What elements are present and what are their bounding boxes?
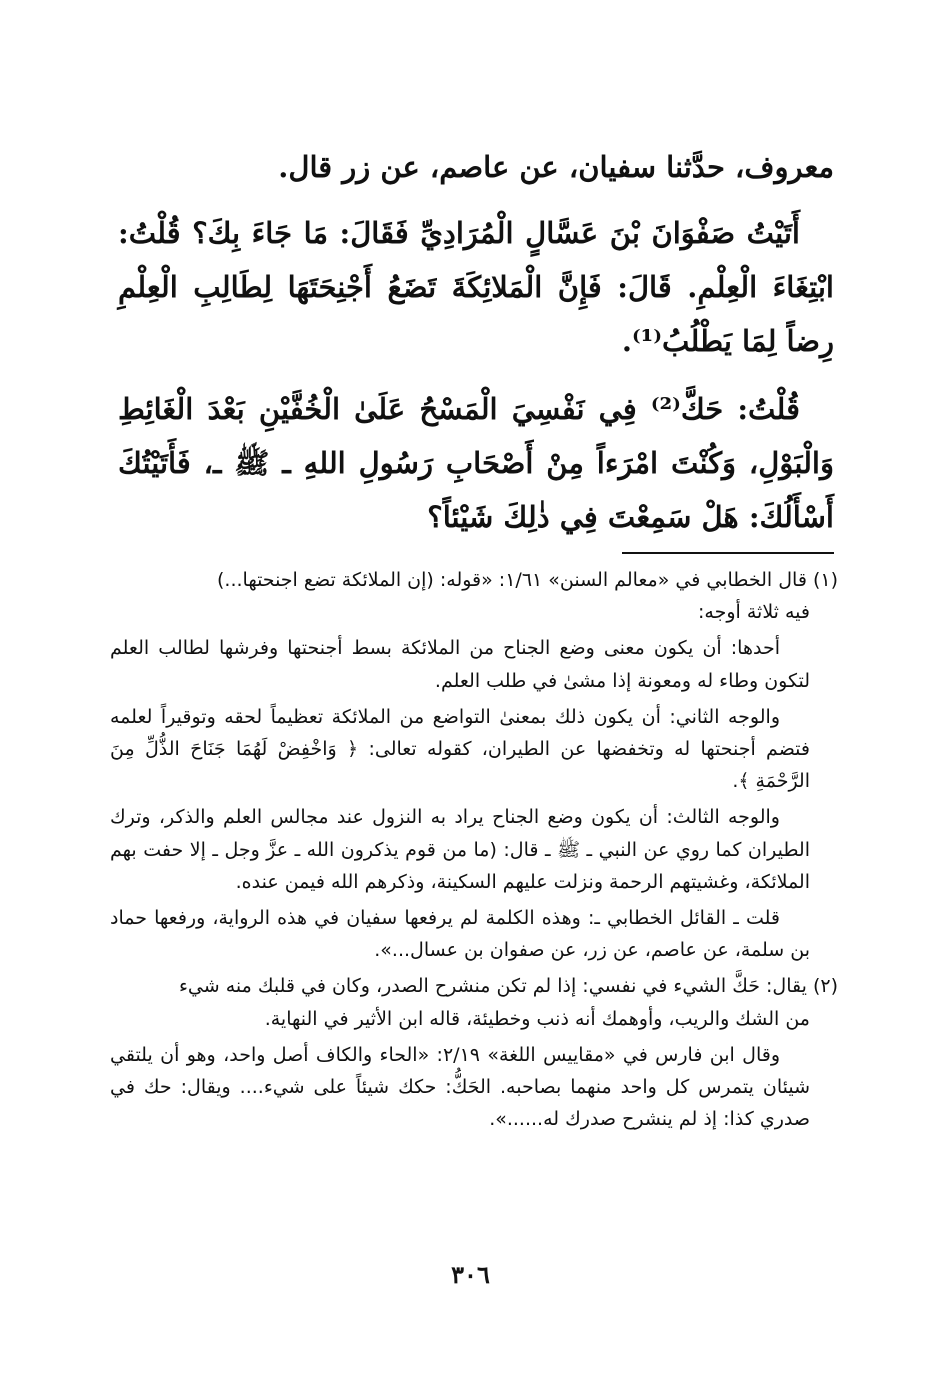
main-text xyxy=(118,140,834,544)
footnote-1-first: أحدها: أن يكون معنى وضع الجناح من الملائكة بسط أجنحتها وفرشها لطالب العلم لتكون وطاء له ومعونة إذا مشىٰ في طلب العلم. xyxy=(110,637,810,692)
footnote-2-second: وقال ابن فارس في «مقاييس اللغة» ٢/١٩: «الحاء والكاف أصل واحد، وهو أن يلتقي شيئان يتمرس كل واحد منهما بصاحبه. الحَكُّ: حكك شيئاً على شيء.... ويقال: حك في صدري كذا: إذ لم ينشرح صدرك له......». xyxy=(110,1043,810,1131)
footnote-2-head: (٢) يقال: حَكَّ الشيء في نفسي: إذا لم تكن منشرح الصدر، وكان في قلبك منه شيء xyxy=(178,975,838,998)
footnote-1-third: والوجه الثالث: أن يكون وضع الجناح يراد به النزول عند مجالس العلم والذكر، وترك الطيران كما روي عن النبي ـ ﷺ ـ قال: (ما من قوم يذكرون الله ـ عزَّ وجل ـ إلا حفت بهم الملائكة، وغشيتهم الرحمة ونزلت عليهم السكينة، وذكرهم الله فيمن عنده. xyxy=(110,806,810,893)
question-paragraph: قُلْتُ: حَكَّ⁽²⁾ فِي نَفْسِيَ الْمَسْحُ عَلَىٰ الْخُفَّيْنِ بَعْدَ الْغَائِطِ وَالْبَوْلِ، وَكُنْتَ امْرَءاً مِنْ أَصْحَابِ رَسُولِ اللهِ ـ ﷺ ـ، فَأَتَيْتُكَ أَسْأَلُكَ: هَلْ سَمِعْتَ فِي ذٰلِكَ شَيْئاً؟ xyxy=(118,392,834,534)
footnote-1-second: والوجه الثاني: أن يكون ذلك بمعنىٰ التواضع من الملائكة تعظيماً لحقه وتوقيراً لعلمه فتضم أجنحتها له وتخفضها عن الطيران، كقوله تعالى: ﴿ وَاخْفِضْ لَهُمَا جَنَاحَ الذُّلِّ مِنَ الرَّحْمَةِ ﴾. xyxy=(110,705,810,793)
footnote-1-last: قلت ـ القائل الخطابي ـ: وهذه الكلمة لم يرفعها سفيان في هذه الرواية، ورفعها حماد بن سلمة، عن عاصم، عن زر، عن صفوان بن عسال...». xyxy=(110,907,810,962)
footnote-2-cont: من الشك والريب، وأوهمك أنه ذنب وخطيئة، قاله ابن الأثير في النهاية. xyxy=(264,1007,810,1030)
hadith-paragraph: أَتَيْتُ صَفْوَانَ بْنَ عَسَّالٍ الْمُرَادِيِّ فَقَالَ: مَا جَاءَ بِكَ؟ قُلْتُ: ابْتِغَاءَ الْعِلْمِ. قَالَ: فَإِنَّ الْمَلائِكَةَ تَضَعُ أَجْنِحَتَهَا لِطَالِبِ الْعِلْمِ رِضاً لِمَا يَطْلُبُ⁽¹⁾. xyxy=(118,216,834,358)
page-number: ٣٠٦ xyxy=(451,1260,490,1289)
footnotes xyxy=(110,564,838,1139)
footnote-separator xyxy=(622,552,834,554)
intro-line: معروف، حدَّثنا سفيان، عن عاصم، عن زر قال. xyxy=(278,150,834,184)
footnote-1-head: (١) قال الخطابي في «معالم السنن» ١/٦١: «قوله: (إن الملائكة تضع اجنحتها...) xyxy=(217,569,838,591)
footnote-1-cont: فيه ثلاثة أوجه: xyxy=(698,601,810,624)
